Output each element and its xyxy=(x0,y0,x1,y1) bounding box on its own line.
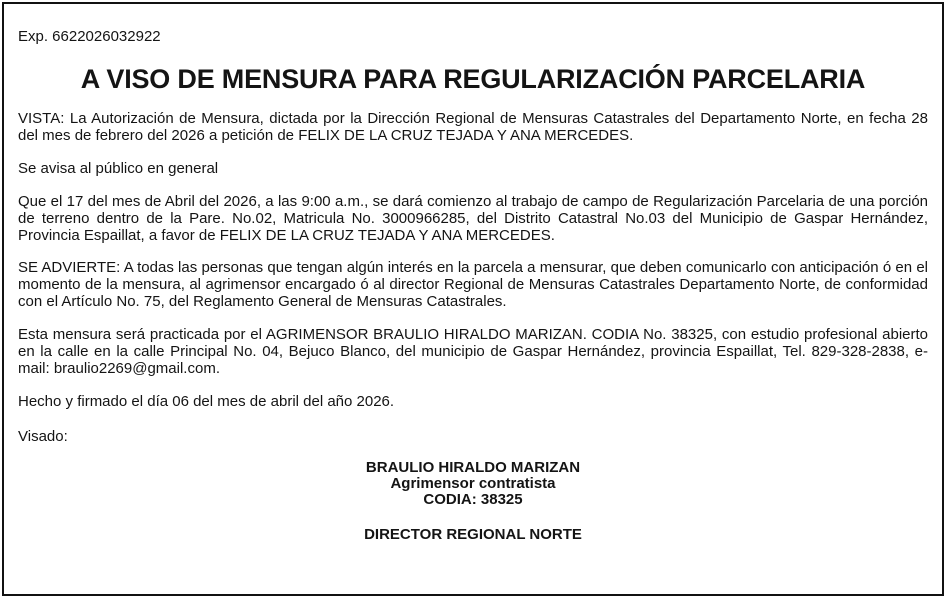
warning-paragraph: SE ADVIERTE: A todas las personas que tengan algún interés en la parcela a mensurar, que deben comunicarlo con anticipación ó en el momento de la mensura, al agrimensor encargado ó al director Regional de Mensuras Catastrales Departamento Norte, de conformidad con el Artículo No. 75, del Reglamento General de Mensuras Catastrales. xyxy=(18,259,928,310)
signed-date-paragraph: Hecho y firmado el día 06 del mes de abril del año 2026. xyxy=(18,393,395,410)
survey-date-paragraph: Que el 17 del mes de Abril del 2026, a las 9:00 a.m., se dará comienzo al trabajo de campo de Regularización Parcelaria de una porción de terreno dentro de la Pare. No.02, Matricula No. 3000966285, del Distrito Catastral No.03 del Municipio de Gaspar Hernández, Provincia Espaillat, a favor de FELIX DE LA CRUZ TEJADA Y ANA MERCEDES. xyxy=(18,193,928,244)
notice-title: A VISO DE MENSURA PARA REGULARIZACIÓN PARCELARIA xyxy=(80,64,866,94)
surveyor-signature-block xyxy=(18,460,928,508)
surveyor-role: Agrimensor contratista xyxy=(390,475,556,492)
vista-paragraph: VISTA: La Autorización de Mensura, dictada por la Dirección Regional de Mensuras Catastrales del Departamento Norte, en fecha 28 del mes de febrero del 2026 a petición de FELIX DE LA CRUZ TEJADA Y ANA MERCEDES. xyxy=(18,110,928,144)
visado-label: Visado: xyxy=(18,428,68,445)
legal-notice xyxy=(2,2,944,596)
surveyor-paragraph: Esta mensura será practicada por el AGRIMENSOR BRAULIO HIRALDO MARIZAN. CODIA No. 38325, con estudio profesional abierto en la calle en la calle Principal No. 04, Bejuco Blanco, del municipio de Gaspar Hernández, provincia Espaillat, Tel. 829-328-2838, e-mail: braulio2269@gmail.com. xyxy=(18,326,928,377)
public-notice-paragraph: Se avisa al público en general xyxy=(18,160,219,177)
surveyor-codia: CODIA: 38325 xyxy=(423,491,523,508)
regional-director-title: DIRECTOR REGIONAL NORTE xyxy=(364,526,582,543)
surveyor-name: BRAULIO HIRALDO MARIZAN xyxy=(365,459,581,476)
expediente-number: Exp. 6622026032922 xyxy=(18,28,161,45)
